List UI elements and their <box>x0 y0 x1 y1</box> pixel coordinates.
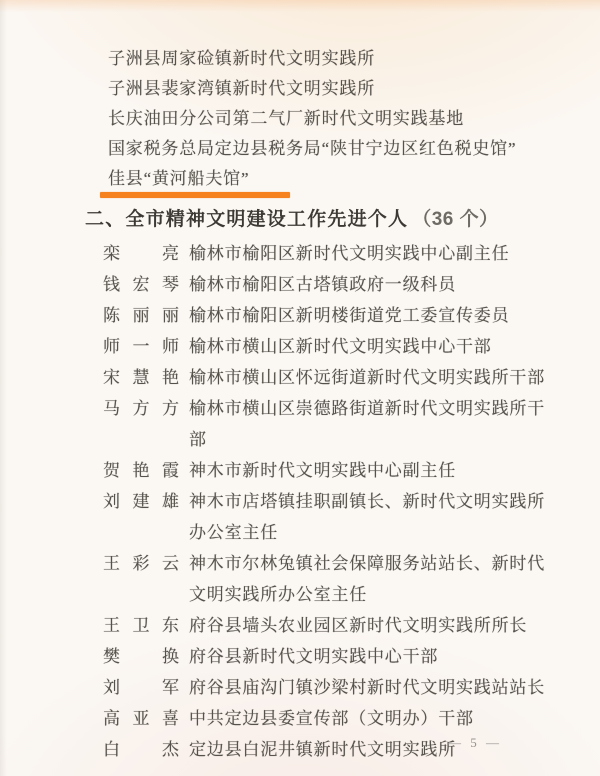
person-row <box>103 300 560 331</box>
person-name: 刘建雄 <box>103 492 179 511</box>
person-title: 榆林市榆阳区新时代文明实践中心副主任 <box>189 244 510 263</box>
person-row <box>103 641 560 672</box>
section-heading-count: （36 个） <box>412 209 499 230</box>
person-title: 定边县白泥井镇新时代文明实践所 <box>189 740 456 759</box>
person-name: 栾亮 <box>103 244 179 263</box>
person-name: 樊换 <box>103 647 179 666</box>
person-row <box>103 703 560 734</box>
person-row <box>103 393 560 455</box>
person-row <box>103 362 560 393</box>
person-name: 贺艳霞 <box>103 461 179 480</box>
institution-line <box>108 104 560 134</box>
person-name: 陈丽丽 <box>103 306 179 325</box>
institution-line <box>108 74 560 104</box>
institution-text: 子洲县裴家湾镇新时代文明实践所 <box>108 79 375 98</box>
person-title: 榆林市横山区怀远街道新时代文明实践所干部 <box>189 368 545 387</box>
person-row <box>103 331 560 362</box>
person-title: 府谷县庙沟门镇沙梁村新时代文明实践站站长 <box>189 678 545 697</box>
institution-text: 子洲县周家硷镇新时代文明实践所 <box>108 49 375 68</box>
person-row <box>103 548 560 610</box>
person-title: 中共定边县委宣传部（文明办）干部 <box>189 709 474 728</box>
page-number: — 5 — <box>448 735 502 750</box>
institution-text: 国家税务总局定边县税务局“陕甘宁边区红色税史馆” <box>108 139 517 158</box>
person-name: 白杰 <box>103 740 179 759</box>
person-title: 神木市店塔镇挂职副镇长、新时代文明实践所办公室主任 <box>189 492 545 542</box>
institution-list <box>98 44 560 194</box>
person-row <box>103 238 560 269</box>
person-name: 马方方 <box>103 399 179 418</box>
person-row <box>103 672 560 703</box>
person-title: 榆林市横山区崇德路街道新时代文明实践所干部 <box>189 399 545 449</box>
person-name: 师一师 <box>103 337 179 356</box>
section-heading <box>85 207 560 233</box>
person-row <box>103 610 560 641</box>
person-name: 钱宏琴 <box>103 275 179 294</box>
institution-text: 佳县“黄河船夫馆” <box>108 169 250 188</box>
institution-line <box>108 44 560 74</box>
people-list <box>98 238 560 765</box>
person-name: 王卫东 <box>103 616 179 635</box>
person-row <box>103 486 560 548</box>
person-title: 榆林市榆阳区新明楼街道党工委宣传委员 <box>189 306 510 325</box>
person-name: 高亚喜 <box>103 709 179 728</box>
person-row <box>103 269 560 300</box>
person-title: 府谷县新时代文明实践中心干部 <box>189 647 439 666</box>
person-title: 神木市尔林兔镇社会保障服务站站长、新时代文明实践所办公室主任 <box>189 554 545 604</box>
person-name: 王彩云 <box>103 554 179 573</box>
person-title: 榆林市横山区新时代文明实践中心干部 <box>189 337 492 356</box>
person-name: 刘军 <box>103 678 179 697</box>
institution-text: 长庆油田分公司第二气厂新时代文明实践基地 <box>108 109 464 128</box>
person-title: 府谷县墙头农业园区新时代文明实践所所长 <box>189 616 528 635</box>
person-row <box>103 455 560 486</box>
person-title: 榆林市榆阳区古塔镇政府一级科员 <box>189 275 456 294</box>
institution-line <box>108 164 560 194</box>
person-title: 神木市新时代文明实践中心副主任 <box>189 461 456 480</box>
section-heading-title: 二、全市精神文明建设工作先进个人 <box>85 209 409 230</box>
institution-line <box>108 134 560 164</box>
person-name: 宋慧艳 <box>103 368 179 387</box>
